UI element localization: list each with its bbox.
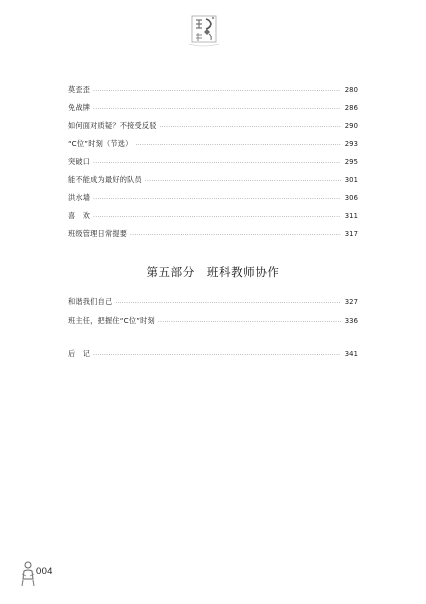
toc-leader-dots [93, 349, 341, 361]
decorative-seal-logo [184, 8, 224, 50]
toc-entry-title: 班主任，把握住“C位”时刻 [68, 316, 155, 325]
toc-leader-dots [145, 175, 341, 187]
toc-entry-page: 293 [344, 140, 358, 148]
toc-entry-page: 317 [344, 230, 358, 238]
toc-entry[interactable] [68, 192, 358, 204]
toc-leader-dots [93, 193, 341, 205]
toc-leader-dots [93, 157, 341, 169]
toc-entry[interactable] [68, 348, 358, 360]
toc-entry-title: 能不能成为最好的队员 [68, 175, 142, 184]
toc-entry[interactable] [68, 210, 358, 222]
toc-entry-page: 301 [344, 176, 358, 184]
toc-leader-dots [130, 229, 341, 241]
toc-leader-dots [136, 139, 341, 151]
toc-leader-dots [93, 211, 341, 223]
toc-leader-dots [160, 121, 341, 133]
toc-entry-page: 286 [344, 104, 358, 112]
toc-entry-page: 336 [344, 317, 358, 325]
section-heading: 第五部分 班科教师协作 [146, 265, 280, 279]
toc-entry-page: 311 [344, 212, 358, 220]
toc-entry-page: 327 [344, 298, 358, 306]
reading-figure-icon [20, 560, 36, 588]
toc-entry-page: 290 [344, 122, 358, 130]
toc-entry-title: “C位”时刻（节选） [68, 139, 133, 148]
toc-entry-title: 洪水墙 [68, 193, 91, 202]
toc-entry[interactable] [68, 120, 358, 132]
toc-entry[interactable] [68, 138, 358, 150]
toc-leader-dots [115, 297, 341, 309]
toc-entry-title: 免战牌 [68, 103, 91, 112]
toc-entry-title: 如何面对质疑？不接受反驳 [68, 121, 157, 130]
toc-entry-title: 莫歪歪 [68, 85, 91, 94]
toc-entry[interactable] [68, 102, 358, 114]
toc-entry-page: 341 [344, 350, 358, 358]
toc-entry[interactable] [68, 156, 358, 168]
toc-entry-title: 班级管理日常提要 [68, 229, 128, 238]
toc-entry[interactable] [68, 296, 358, 308]
toc-leader-dots [158, 316, 341, 328]
toc-leader-dots [93, 103, 341, 115]
toc-entry-title: 突破口 [68, 157, 91, 166]
toc-entry-page: 306 [344, 194, 358, 202]
toc-leader-dots [93, 85, 341, 97]
toc-entry[interactable] [68, 174, 358, 186]
toc-entry-title: 喜 欢 [68, 211, 91, 220]
toc-entry-title: 和谐我们自己 [68, 297, 113, 306]
toc-entry[interactable] [68, 315, 358, 327]
toc-entry[interactable] [68, 228, 358, 240]
toc-entry-page: 295 [344, 158, 358, 166]
toc-entry[interactable] [68, 84, 358, 96]
page-number: 004 [36, 566, 53, 577]
toc-entry-title: 后 记 [68, 349, 91, 358]
toc-entry-page: 280 [344, 86, 358, 94]
